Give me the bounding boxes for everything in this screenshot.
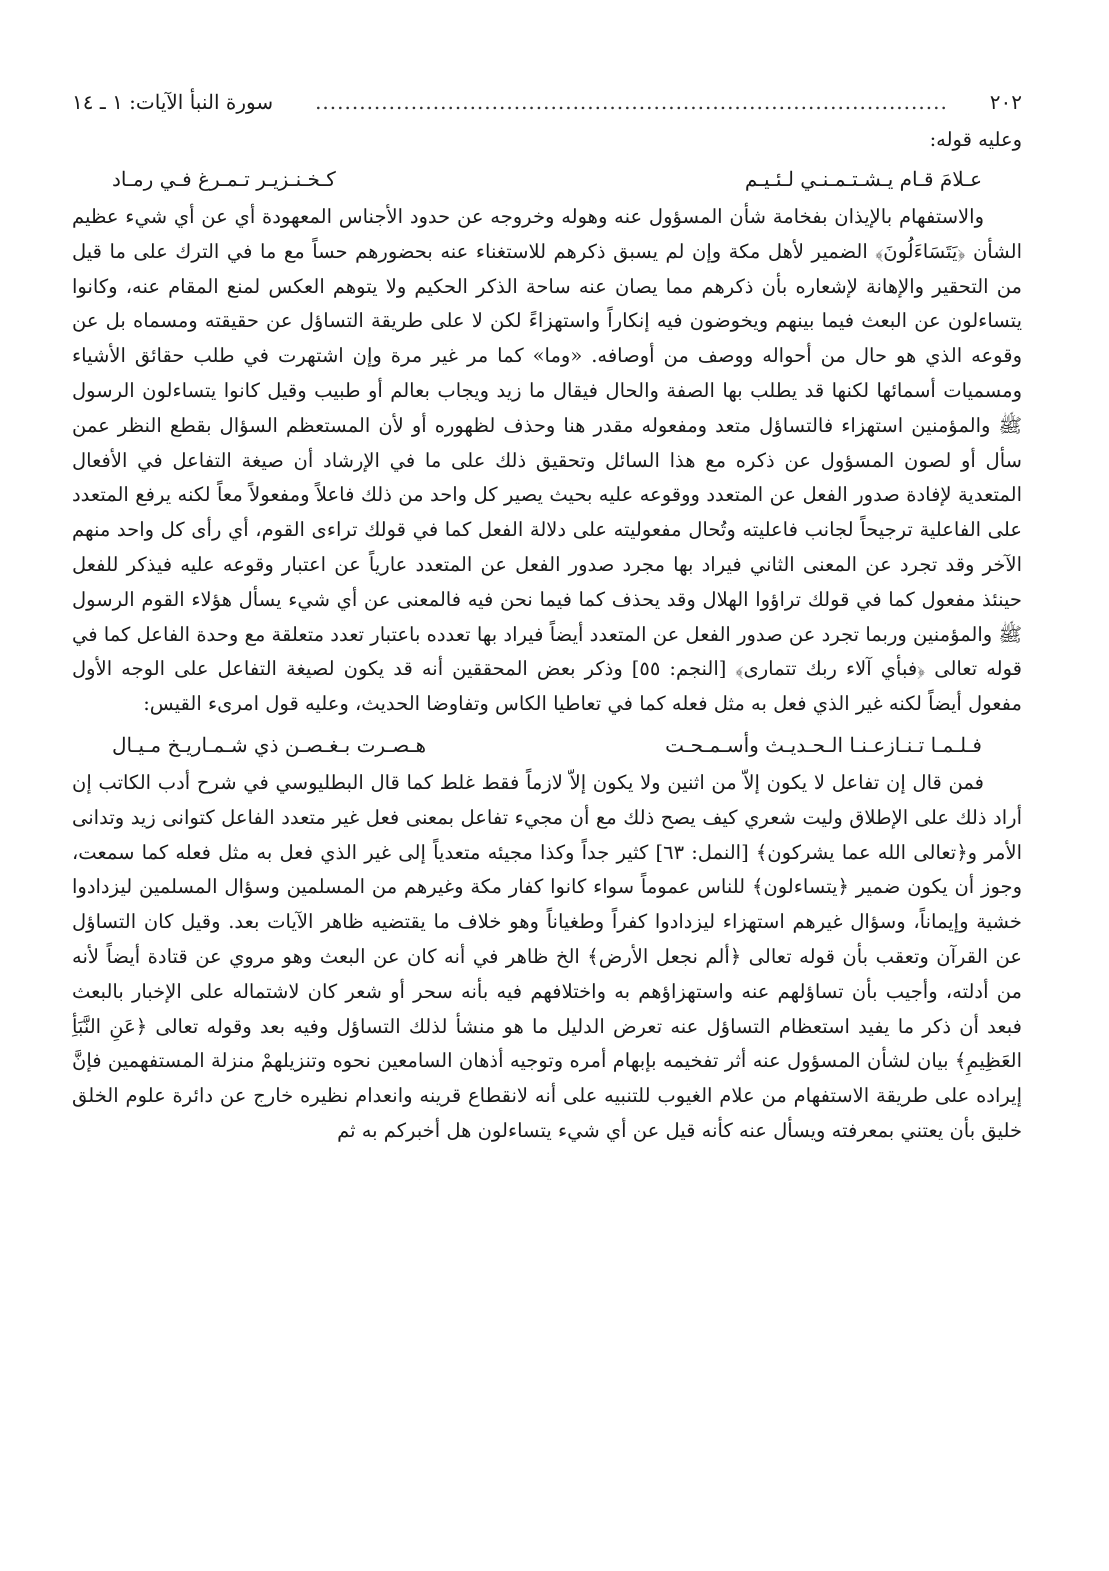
- verse1-first-hemistich: عـلامَ قـام يـشـتـمـنـي لـئـيـم: [744, 167, 982, 191]
- poetry-verse-1: [72, 158, 1022, 200]
- book-page: [72, 82, 1022, 1552]
- paragraph-2: فمن قال إن تفاعل لا يكون إلاّ من اثنين ولا يكون إلاّ لازماً فقط غلط كما قال البطليوسي في شرح أدب الكاتب إن أراد ذلك على الإطلاق وليت شعري كيف يصح ذلك مع أن مجيء تفاعل بمعنى فعل غير متعدد الفاعل كتوانى زيد وتدانى الأمر و﴿تعالى الله عما يشركون﴾ [النمل: ٦٣] كثير جداً وكذا مجيئه متعدياً إلى غير الذي فعل به مثل فعله كما سمعت، وجوز أن يكون ضمير ﴿يتساءلون﴾ للناس عموماً سواء كانوا كفار مكة وغيرهم من المسلمين وسؤال المسلمين ليزدادوا خشية وإيماناً، وسؤال غيرهم استهزاء ليزدادوا كفراً وطغياناً وهو خلاف ما يقتضيه ظاهر الآيات بعد. وقيل كان التساؤل عن القرآن وتعقب بأن قوله تعالى ﴿ألم نجعل الأرض﴾ الخ ظاهر في أنه كان عن البعث وهو مروي عن قتادة أيضاً لأنه من أدلته، وأجيب بأن تساؤلهم عنه واستهزاؤهم به واختلافهم فيه بأنه سحر أو شعر كان لاشتماله على الإخبار بالبعث فبعد أن ذكر ما يفيد استعظام التساؤل عنه تعرض الدليل ما هو منشأ لذلك التساؤل وفيه بعد وقوله تعالى ﴿عَنِ النَّبَأِ العَظِيمِ﴾ بيان لشأن المسؤول عنه أثر تفخيمه بإبهام أمره وتوجيه أذهان السامعين نحوه وتنزيلهمْ منزلة المستفهمين فإنَّ إيراده على طريقة الاستفهام من علام الغيوب للتنبيه على أنه لانقطاع قرينه وانعدام نظيره خارج عن دائرة علوم الخلق خليق بأن يعتني بمعرفته ويسأل عنه كأنه قيل عن أي شيء يتساءلون هل أخبركم به ثم: [72, 770, 1022, 1142]
- verse2-second-hemistich: هـصـرت بـغـصـن ذي شـمـاريـخ مـيـال: [112, 732, 427, 757]
- running-header: [72, 82, 1022, 122]
- intro-line: وعليه قوله:: [929, 128, 1022, 151]
- page-number: ٢٠٢: [989, 90, 1022, 114]
- header-dot-leader: ......................................................................................: [315, 90, 948, 114]
- poetry-verse-2: [72, 724, 1022, 766]
- surah-title: سورة النبأ الآيات: ١ ـ ١٤: [72, 90, 274, 114]
- body-text: [72, 122, 1022, 1149]
- paragraph-1: والاستفهام بالإيذان بفخامة شأن المسؤول عنه وهوله وخروجه عن حدود الأجناس المعهودة أي عن أي شيء عظيم الشأن ﴿يَتَسَاءَلُونَ﴾ الضمير لأهل مكة وإن لم يسبق ذكرهم للاستغناء عنه بحضورهم حساً مع ما في الترك على ما قيل من التحقير والإهانة لإشعاره بأن ذكرهم مما يصان عنه ساحة الذكر الحكيم ولا يتوهم العكس لمنع المقام عنه، وكانوا يتساءلون عن البعث فيما بينهم ويخوضون فيه إنكاراً واستهزاءً لكن لا على طريقة التساؤل عن حقيقته ومسماه بل عن وقوعه الذي هو حال من أحواله ووصف من أوصافه. «وما» كما مر غير مرة وإن اشتهرت في طلب حقائق الأشياء ومسميات أسمائها لكنها قد يطلب بها الصفة والحال فيقال ما زيد ويجاب بعالم أو طبيب وقيل كانوا يتساءلون الرسول ﷺ والمؤمنين استهزاء فالتساؤل متعد ومفعوله مقدر هنا وحذف لظهوره أو لأن المستعظم السؤال بقطع النظر عمن سأل أو لصون المسؤول عن ذكره مع هذا السائل وتحقيق ذلك على ما في الإرشاد أن صيغة التفاعل في الأفعال المتعدية لإفادة صدور الفعل عن المتعدد ووقوعه عليه بحيث يصير كل واحد من ذلك فاعلاً ومفعولاً معاً لكنه يرفع المتعدد على الفاعلية ترجيحاً لجانب فاعليته وتُحال مفعوليته على دلالة الفعل كما في قولك تراءى القوم، أي رأى كل واحد منهم الآخر وقد تجرد عن المعنى الثاني فيراد بها مجرد صدور الفعل عن المتعدد عارياً عن اعتبار وقوعه عليه فيذكر للفعل حينئذ مفعول كما في قولك تراؤوا الهلال وقد يحذف كما فيما نحن فيه فالمعنى عن أي شيء يسأل هؤلاء القوم الرسول ﷺ والمؤمنين وربما تجرد عن صدور الفعل عن المتعدد أيضاً فيراد بها تعدده باعتبار تعدد متعلقة مع وحدة الفاعل كما في قوله تعالى ﴿فبأي آلاء ربك تتمارى﴾ [النجم: ٥٥] وذكر بعض المحققين أنه قد يكون لصيغة التفاعل على الوجه الأول مفعول أيضاً لكنه غير الذي فعل به مثل فعله كما في تعاطيا الكاس وتفاوضا الحديث، وعليه قول امرىء القيس:: [72, 205, 1022, 716]
- verse2-first-hemistich: فـلـمـا تـنـازعـنـا الـحـديـث وأسـمـحـت: [665, 732, 982, 757]
- verse1-second-hemistich: كـخـنـزيـر تـمـرغ فـي رمـاد: [112, 167, 336, 191]
